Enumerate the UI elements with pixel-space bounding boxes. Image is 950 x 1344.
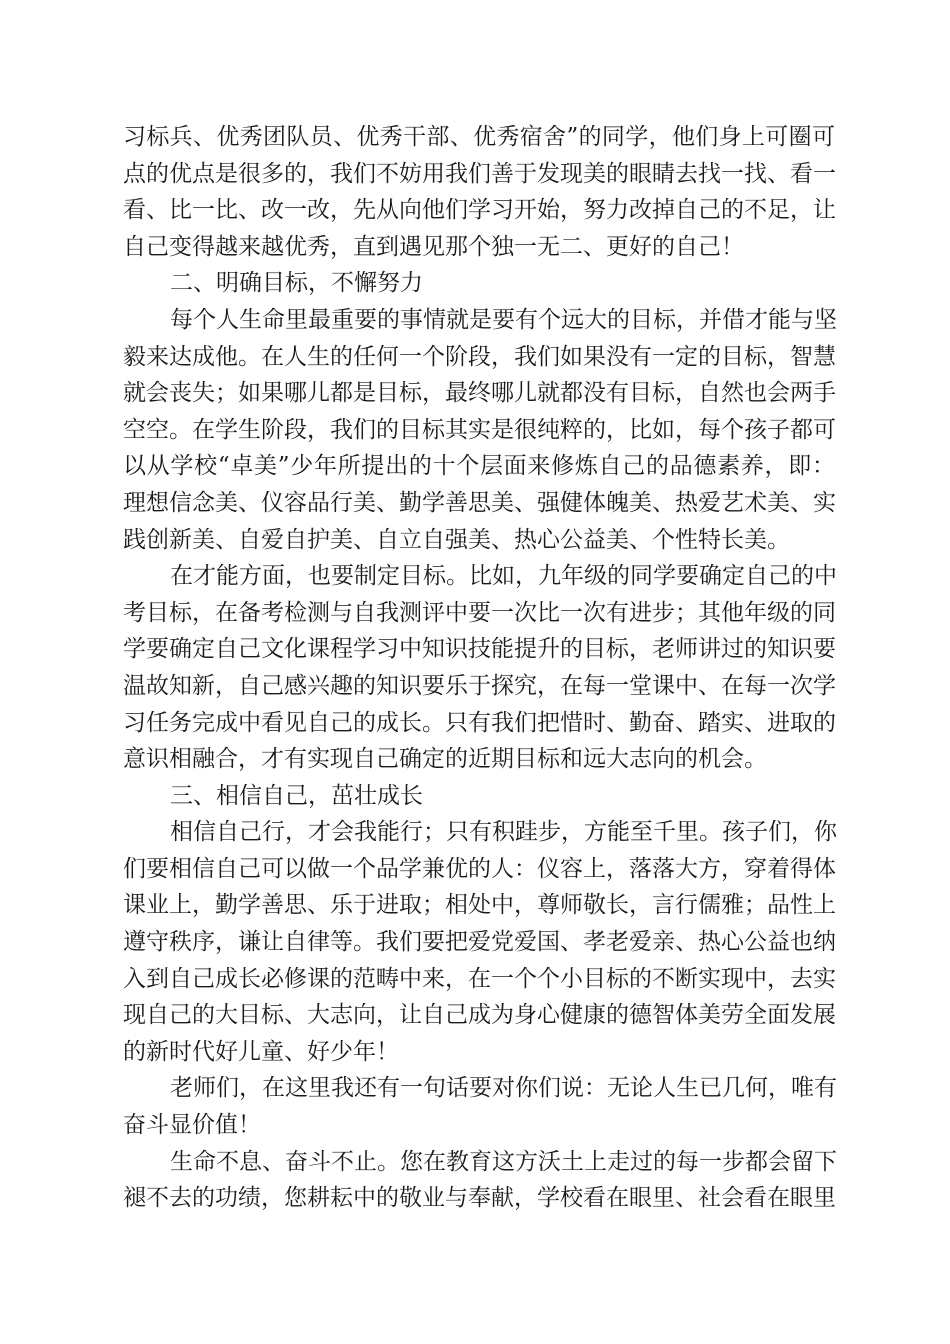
text-line: 以从学校“卓美”少年所提出的十个层面来修炼自己的品德素养，即：	[123, 453, 835, 480]
text-line: 温故知新，自己感兴趣的知识要乐于探究，在每一堂课中、在每一次学	[123, 672, 836, 699]
section-heading-2: 二、明确目标，不懈努力	[170, 270, 423, 297]
text-line: 遵守秩序，谦让自律等。我们要把爱党爱国、孝老爱亲、热心公益也纳	[123, 929, 836, 956]
text-line: 空空。在学生阶段，我们的目标其实是很纯粹的，比如，每个孩子都可	[123, 416, 836, 443]
text-line: 在才能方面，也要制定目标。比如，九年级的同学要确定自己的中	[170, 563, 837, 590]
text-line: 学要确定自己文化课程学习中知识技能提升的目标，老师讲过的知识要	[123, 636, 836, 663]
text-line: 课业上，勤学善思、乐于进取；相处中，尊师敬长，言行儒雅；品性上	[123, 892, 836, 919]
text-line: 的新时代好儿童、好少年！	[123, 1038, 399, 1065]
text-line: 毅来达成他。在人生的任何一个阶段，我们如果没有一定的目标，智慧	[123, 343, 836, 370]
text-line: 习标兵、优秀团队员、优秀干部、优秀宿舍”的同学，他们身上可圈可	[123, 124, 835, 150]
text-line: 入到自己成长必修课的范畴中来，在一个个小目标的不断实现中，去实	[123, 965, 836, 992]
text-line: 生命不息、奋斗不止。您在教育这方沃土上走过的每一步都会留下	[170, 1148, 837, 1175]
text-line: 理想信念美、仪容品行美、勤学善思美、强健体魄美、热爱艺术美、实	[123, 489, 836, 516]
text-line: 点的优点是很多的，我们不妨用我们善于发现美的眼睛去找一找、看一	[123, 160, 836, 187]
section-heading-3: 三、相信自己，茁壮成长	[170, 782, 423, 809]
text-line: 习任务完成中看见自己的成长。只有我们把惜时、勤奋、踏实、进取的	[123, 709, 836, 736]
text-line: 自己变得越来越优秀，直到遇见那个独一无二、更好的自己！	[123, 233, 744, 260]
text-line: 践创新美、自爱自护美、自立自强美、热心公益美、个性特长美。	[123, 526, 790, 553]
text-line: 老师们，在这里我还有一句话要对你们说：无论人生已几何，唯有	[170, 1075, 837, 1102]
text-line: 现自己的大目标、大志向，让自己成为身心健康的德智体美劳全面发展	[123, 1002, 836, 1029]
text-line: 褪不去的功绩，您耕耘中的敬业与奉献，学校看在眼里、社会看在眼里	[123, 1185, 836, 1212]
text-line: 看、比一比、改一改，先从向他们学习开始，努力改掉自己的不足，让	[123, 197, 836, 224]
text-line: 就会丧失；如果哪儿都是目标，最终哪儿就都没有目标，自然也会两手	[123, 380, 836, 407]
text-line: 们要相信自己可以做一个品学兼优的人：仪容上，落落大方，穿着得体	[123, 855, 836, 882]
text-line: 意识相融合，才有实现自己确定的近期目标和远大志向的机会。	[123, 746, 767, 773]
text-line: 奋斗显价值！	[123, 1112, 261, 1139]
document-body	[123, 119, 835, 1217]
text-line: 每个人生命里最重要的事情就是要有个远大的目标，并借才能与坚	[170, 306, 837, 333]
text-line: 考目标，在备考检测与自我测评中要一次比一次有进步；其他年级的同	[123, 599, 836, 626]
text-line: 相信自己行，才会我能行；只有积跬步，方能至千里。孩子们，你	[170, 819, 837, 846]
